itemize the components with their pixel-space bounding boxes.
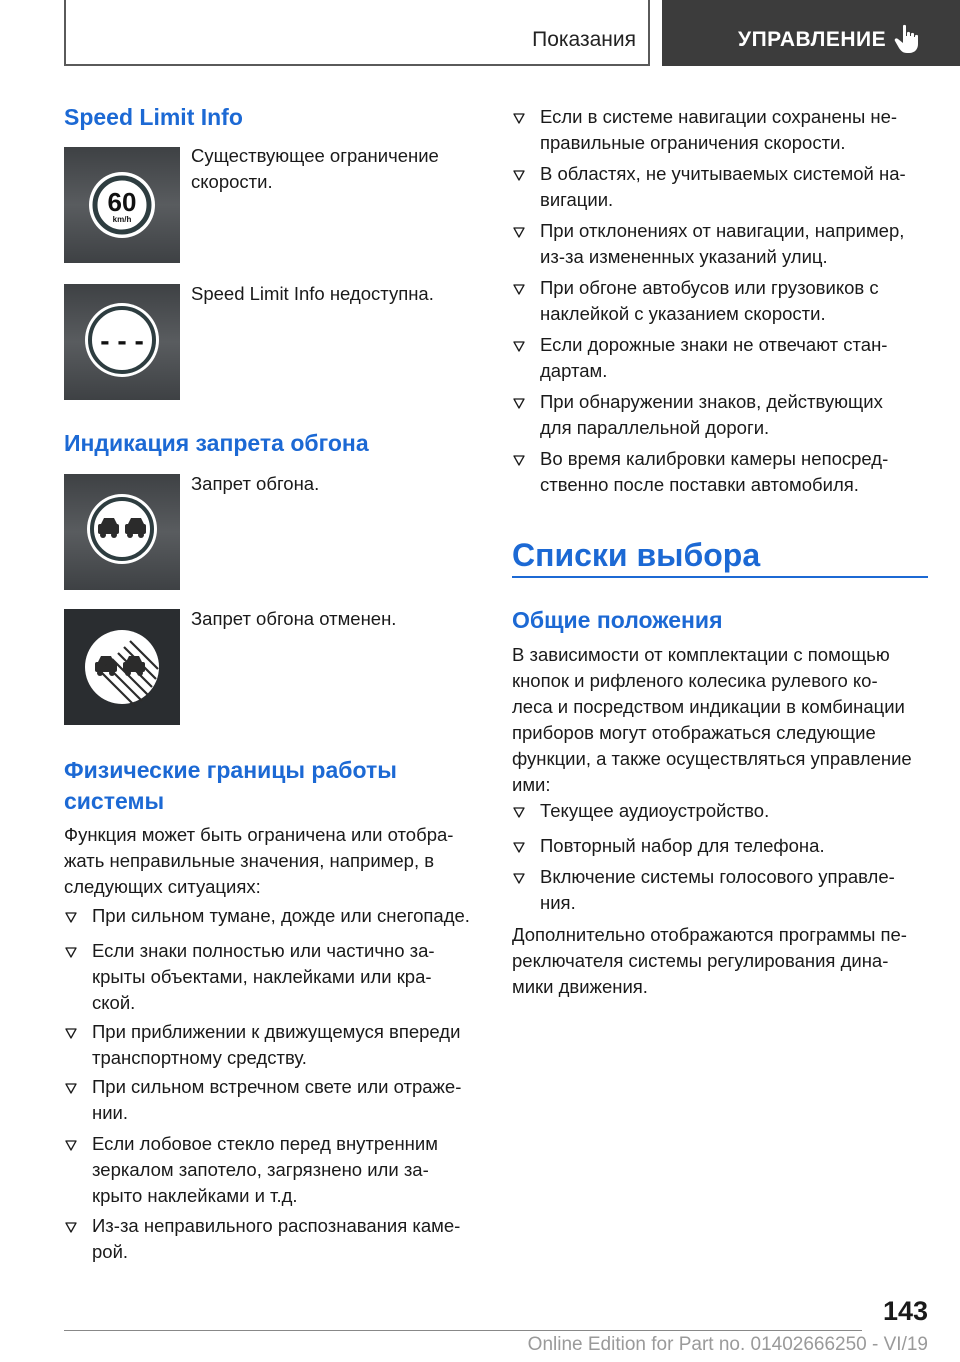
header-chapter-label: УПРАВЛЕНИЕ xyxy=(738,28,887,51)
text-line: Повторный набор для телефона. xyxy=(540,835,825,856)
text-line: для параллельной дороги. xyxy=(540,417,770,438)
text-line: В областях, не учитываемых системой на- xyxy=(540,163,906,184)
text-line: жать неправильные значения, например, в xyxy=(64,850,435,871)
heading-system-limits-line2: системы xyxy=(64,788,165,814)
triangle-bullet-icon xyxy=(512,275,530,301)
heading-no-overtaking: Индикация запрета обгона xyxy=(64,430,369,456)
heading-selection-lists: Списки выбора xyxy=(512,537,761,573)
end-no-overtaking-sign xyxy=(64,609,180,725)
text-line: ими: xyxy=(512,774,551,795)
text-line: ской. xyxy=(92,992,136,1013)
no-overtaking-caption-1: Запрет обгона. xyxy=(191,473,320,494)
list-item-text xyxy=(92,1131,492,1209)
text-line: дартам. xyxy=(540,360,608,381)
list-item-text xyxy=(540,104,940,156)
text-line: правильные ограничения скорости. xyxy=(540,132,846,153)
list-item-text xyxy=(92,1074,492,1126)
text-line: Во время калибровки камеры непосред- xyxy=(540,448,889,469)
speed-limit-caption-1 xyxy=(191,143,476,195)
speed-limit-caption-2: Speed Limit Info недоступна. xyxy=(191,283,434,304)
no-overtaking-caption-2: Запрет обгона отменен. xyxy=(191,608,397,629)
text-line: Если лобовое стекло перед внутренним xyxy=(92,1133,438,1154)
triangle-bullet-icon xyxy=(512,218,530,244)
page-number: 143 xyxy=(882,1296,928,1326)
heading-general: Общие положения xyxy=(512,607,723,633)
speed-limit-unavailable-sign xyxy=(64,284,180,400)
footer-edition: Online Edition for Part no. 01402666250 - VI/19 xyxy=(527,1334,928,1355)
text-line: При обнаружении знаков, действующих xyxy=(540,391,883,412)
footer-rule xyxy=(64,1330,862,1331)
text-line: из-за измененных указаний улиц. xyxy=(540,246,828,267)
triangle-bullet-icon xyxy=(512,864,530,890)
text-line: леса и посредством индикации в комбинации xyxy=(512,696,905,717)
text-line: Функция может быть ограничена или отобра- xyxy=(64,824,454,845)
list-item-text xyxy=(540,446,940,498)
speed-limit-value: 60 xyxy=(107,187,137,217)
header-section-tab xyxy=(64,0,650,66)
list-item-text xyxy=(540,389,940,441)
speed-limit-60-sign xyxy=(64,147,180,263)
header-section-label: Показания xyxy=(532,28,636,51)
text-line: В зависимости от комплектации с помощью xyxy=(512,644,890,665)
no-overtaking-sign xyxy=(64,474,180,590)
heading-speed-limit-info: Speed Limit Info xyxy=(64,104,243,130)
text-line: рой. xyxy=(92,1241,129,1262)
text-line: Текущее аудиоустройство. xyxy=(540,800,770,821)
selection-intro xyxy=(512,642,932,798)
list-item-text xyxy=(92,938,492,1016)
text-line: кнопок и рифленого колесика рулевого ко- xyxy=(512,670,878,691)
selection-outro xyxy=(512,922,932,1000)
text-line: Если в системе навигации сохранены не- xyxy=(540,106,898,127)
triangle-bullet-icon xyxy=(512,798,530,824)
heading-system-limits-line1: Физические границы работы xyxy=(64,757,397,783)
text-line: При отклонениях от навигации, например, xyxy=(540,220,905,241)
triangle-bullet-icon xyxy=(64,1131,82,1157)
list-item-text xyxy=(540,798,940,824)
speed-limit-caption-1-text: Существующее ограничение скорости. xyxy=(191,145,439,192)
text-line: вигации. xyxy=(540,189,614,210)
list-item-text xyxy=(540,218,940,270)
speed-limit-dashes: - - - xyxy=(100,325,144,356)
text-line: Из-за неправильного распознавания каме- xyxy=(92,1215,461,1236)
triangle-bullet-icon xyxy=(64,938,82,964)
list-item-text xyxy=(540,161,940,213)
list-item-text xyxy=(540,833,940,859)
triangle-bullet-icon xyxy=(512,104,530,130)
list-item-text xyxy=(540,864,940,916)
triangle-bullet-icon xyxy=(512,446,530,472)
list-item-text xyxy=(92,1213,492,1265)
text-line: следующих ситуациях: xyxy=(64,876,261,897)
system-limits-intro xyxy=(64,822,484,900)
triangle-bullet-icon xyxy=(512,332,530,358)
text-line: крыто наклейками и т.д. xyxy=(92,1185,298,1206)
text-line: зеркалом запотело, загрязнено или за- xyxy=(92,1159,429,1180)
list-item-text xyxy=(540,275,940,327)
text-line: При приближении к движущемуся впереди xyxy=(92,1021,461,1042)
list-item-text xyxy=(92,903,492,929)
text-line: Дополнительно отображаются программы пе- xyxy=(512,924,907,945)
text-line: При сильном тумане, дожде или снегопаде. xyxy=(92,905,470,926)
text-line: Включение системы голосового управле- xyxy=(540,866,895,887)
text-line: Если дорожные знаки не отвечают стан- xyxy=(540,334,888,355)
triangle-bullet-icon xyxy=(512,161,530,187)
heading-system-limits xyxy=(64,755,480,817)
text-line: При обгоне автобусов или грузовиков с xyxy=(540,277,879,298)
list-item-text xyxy=(540,332,940,384)
triangle-bullet-icon xyxy=(64,1074,82,1100)
text-line: При сильном встречном свете или отраже- xyxy=(92,1076,462,1097)
hand-pointer-icon xyxy=(894,24,920,54)
text-line: ния. xyxy=(540,892,576,913)
triangle-bullet-icon xyxy=(64,1213,82,1239)
text-line: Если знаки полностью или частично за- xyxy=(92,940,435,961)
triangle-bullet-icon xyxy=(64,1019,82,1045)
text-line: приборов могут отображаться следующие xyxy=(512,722,876,743)
text-line: транспортному средству. xyxy=(92,1047,307,1068)
text-line: нии. xyxy=(92,1102,129,1123)
triangle-bullet-icon xyxy=(512,389,530,415)
text-line: ственно после поставки автомобиля. xyxy=(540,474,859,495)
text-line: наклейкой с указанием скорости. xyxy=(540,303,826,324)
triangle-bullet-icon xyxy=(512,833,530,859)
list-item-text xyxy=(92,1019,492,1071)
text-line: функции, а также осуществляться управление xyxy=(512,748,912,769)
heading-rule xyxy=(512,576,928,578)
triangle-bullet-icon xyxy=(64,903,82,929)
text-line: реключателя системы регулирования дина- xyxy=(512,950,889,971)
text-line: крыты объектами, наклейками или кра- xyxy=(92,966,432,987)
text-line: мики движения. xyxy=(512,976,648,997)
speed-limit-unit: km/h xyxy=(112,215,132,224)
